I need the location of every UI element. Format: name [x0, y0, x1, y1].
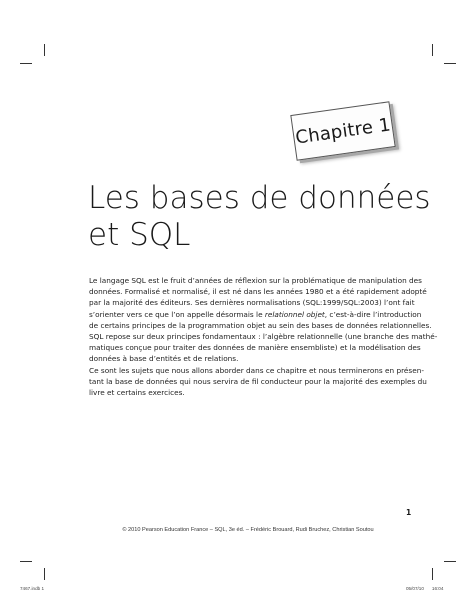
body-line: Ce sont les sujets que nous allons aborder dans ce chapitre et nous terminerons en présen- [89, 365, 424, 375]
page-number: 1 [406, 508, 412, 517]
body-line: par la majorité des éditeurs. Ses dernières normalisations (SQL:1999/SQL:2003) l’ont fait [89, 298, 415, 308]
chapter-title [88, 180, 431, 254]
crop-mark [20, 561, 32, 562]
copyright-notice: © 2010 Pearson Education France – SQL, 3e éd. – Frédéric Brouard, Rudi Bruchez, Christian Soutou [122, 527, 374, 533]
body-line: livre et certains exercices. [89, 387, 185, 397]
crop-mark [20, 63, 32, 64]
body-text-segment: , c’est-à-dire l’introduction [324, 309, 422, 319]
crop-mark [44, 44, 45, 56]
slug-timestamp [406, 586, 443, 591]
chapter-badge-label: Chapitre 1 [294, 113, 392, 149]
body-line: données. Formalisé et normalisé, il est né dans les années 1980 et a été rapidement adopté [89, 287, 427, 297]
body-line: tant la base de données qui nous servira de fil conducteur pour la majorité des exemples du [89, 376, 427, 386]
chapter-badge [290, 101, 395, 160]
body-line: Le langage SQL est le fruit d’années de réflexion sur la problématique de manipulation des [89, 276, 422, 285]
body-text-segment: s’orienter vers ce que l’on appelle désormais le [89, 309, 265, 319]
body-line: de certains principes de la programmation objet au sein des bases de données relationnelles. [89, 320, 432, 330]
slug-time: 16:04 [431, 586, 444, 591]
body-line: SQL repose sur deux principes fondamentaux : l’algèbre relationnelle (une branche des mathé- [89, 331, 438, 341]
chapter-title-line: et SQL [88, 217, 191, 253]
emphasized-term: relationnel objet [264, 309, 325, 319]
slug-date: 05/07/10 [406, 586, 424, 591]
crop-mark [444, 63, 456, 64]
chapter-title-line: Les bases de données [88, 180, 431, 216]
crop-mark [44, 568, 45, 580]
body-line: matiques conçue pour traiter des données de manière ensembliste) et la modélisation des [89, 343, 421, 353]
crop-mark [432, 568, 433, 580]
crop-mark [432, 44, 433, 56]
body-line: données à base d’entités et de relations. [89, 354, 239, 364]
slug-filename: 7467.indb 1 [20, 586, 45, 591]
body-line [89, 309, 422, 320]
body-text [89, 275, 438, 398]
crop-mark [444, 561, 456, 562]
